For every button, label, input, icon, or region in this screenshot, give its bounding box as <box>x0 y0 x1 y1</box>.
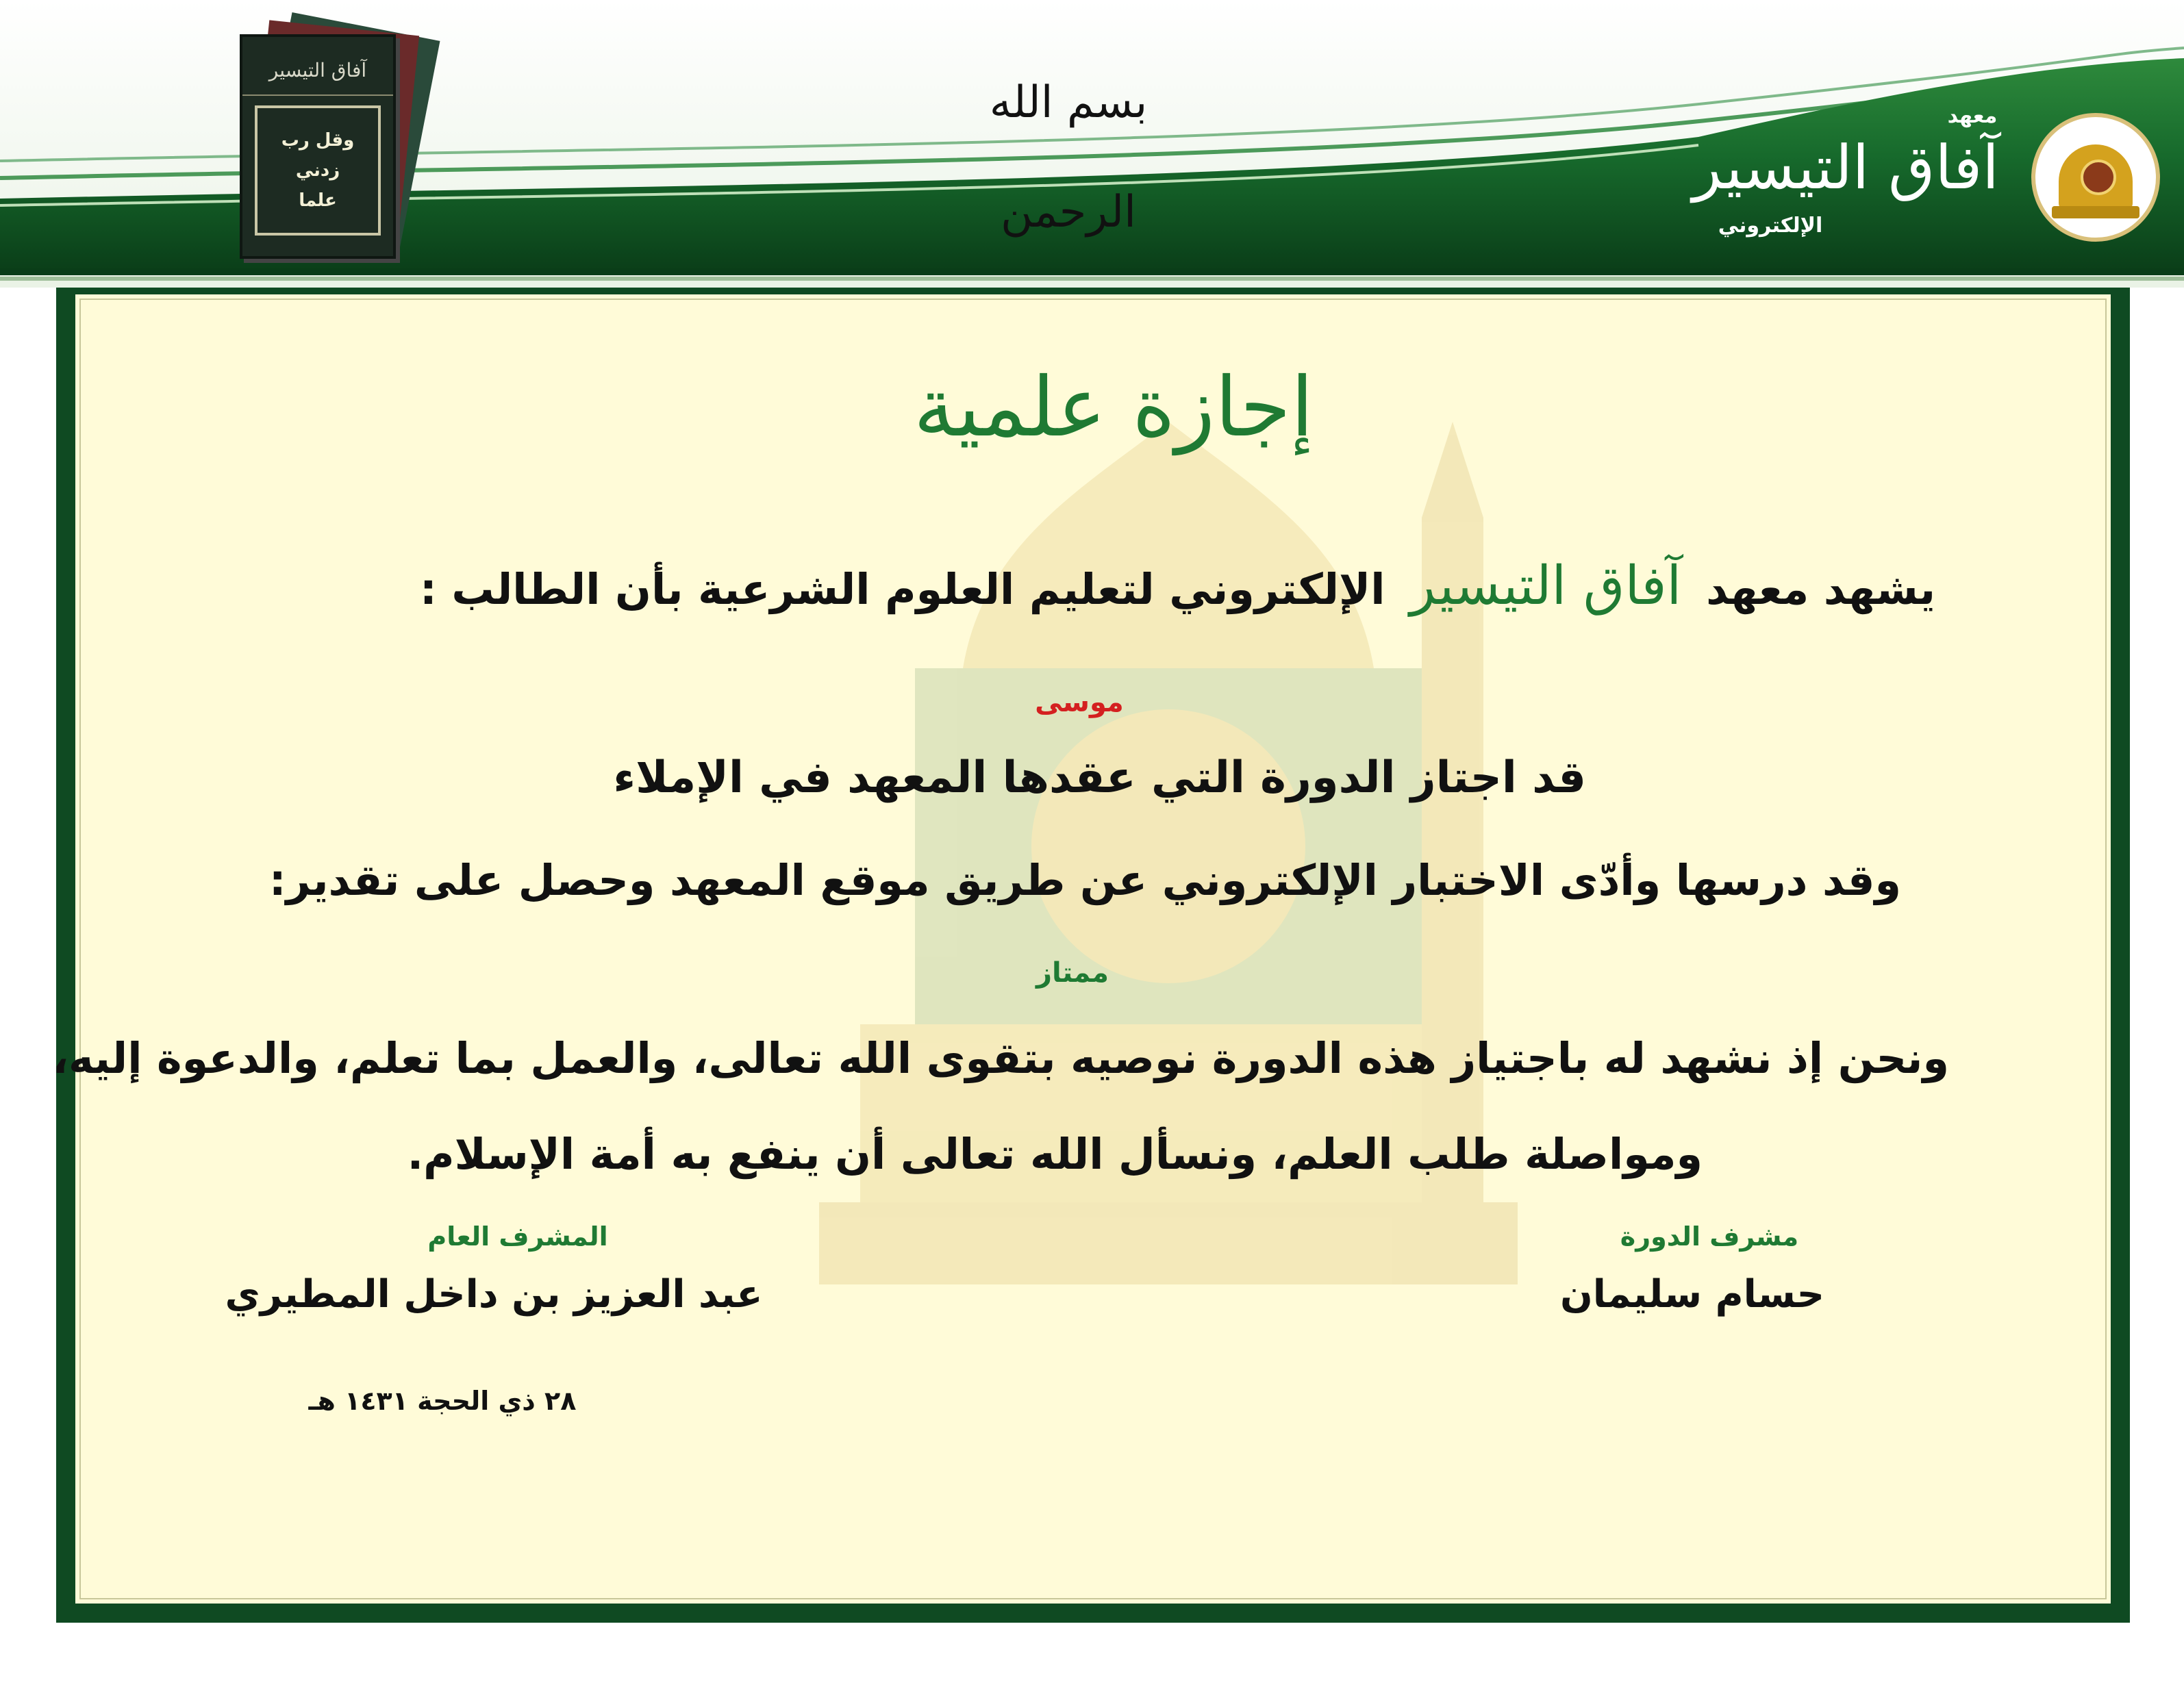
book-verse-line: زدني <box>295 160 340 181</box>
emblem-center <box>2081 160 2116 195</box>
book-image <box>226 21 452 267</box>
advice-line-1: ونحن إذ نشهد له باجتياز هذه الدورة نوصيه بتقوى الله تعالى، والعمل بما تعلم، والدعوة إليه، <box>52 1033 1949 1083</box>
attestation-text-end: الإلكتروني لتعليم العلوم الشرعية بأن الطالب : <box>419 564 1385 614</box>
book-verse-frame <box>255 105 381 236</box>
grade-value: ممتاز <box>1036 957 1109 989</box>
course-supervisor-label: مشرف الدورة <box>1620 1221 1799 1252</box>
institute-emblem-icon <box>2031 113 2160 242</box>
logo-bottom-word: الإلكتروني <box>1718 214 1823 238</box>
header-banner <box>0 0 2184 288</box>
emblem-base <box>2052 206 2139 218</box>
advice-line-2: ومواصلة طلب العلم، ونسأل الله تعالى أن ينفع به أمة الإسلام. <box>407 1129 1703 1179</box>
logo-name: آفاق التيسير <box>1692 132 1999 203</box>
course-completion-line: قد اجتاز الدورة التي عقدها المعهد في الإملاء <box>613 752 1586 803</box>
book-front-cover <box>240 34 396 259</box>
logo-top-word: معهد <box>1947 104 1998 128</box>
general-supervisor-name: عبد العزيز بن داخل المطيري <box>225 1272 763 1317</box>
student-name: موسى <box>1035 687 1124 718</box>
book-verse-line: وقل رب <box>281 130 355 151</box>
book-title: آفاق التيسير <box>242 47 393 96</box>
book-verse-line: علما <box>299 190 337 211</box>
mosque-watermark-icon <box>737 381 1600 1490</box>
certificate-frame <box>52 288 2130 1623</box>
attestation-text-start: يشهد معهد <box>1706 564 1935 614</box>
exam-line: وقد درسها وأدّى الاختبار الإلكتروني عن طريق موقع المعهد وحصل على تقدير: <box>268 855 1901 905</box>
basmala-calligraphy: بسم الله الرحمن <box>989 77 1148 238</box>
course-supervisor-name: حسام سليمان <box>1559 1272 1825 1317</box>
attestation-line <box>420 552 1935 620</box>
general-supervisor-label: المشرف العام <box>427 1221 608 1252</box>
issue-date: ٢٨ ذي الحجة ١٤٣١ هـ <box>308 1386 577 1416</box>
certificate-paper <box>52 294 2111 1604</box>
certificate-title: إجازة علمية <box>913 360 1314 455</box>
institute-name: آفاق التيسير <box>1409 555 1682 617</box>
